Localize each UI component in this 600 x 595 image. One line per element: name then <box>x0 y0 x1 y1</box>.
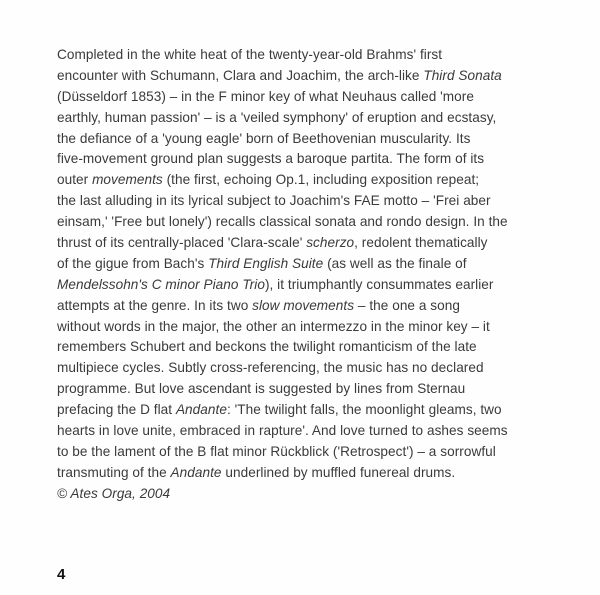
text-segment: remembers Schubert and beckons the twilight romanticism of the late <box>57 339 477 355</box>
text-line <box>57 129 557 150</box>
text-segment: without words in the major, the other an intermezzo in the minor key – it <box>57 318 490 334</box>
text-segment: the defiance of a 'young eagle' born of Beethovenian muscularity. Its <box>57 130 471 146</box>
text-segment: prefacing the D flat <box>57 402 176 418</box>
text-segment: transmuting of the <box>57 464 171 480</box>
italic-text-segment: slow movements <box>252 297 355 313</box>
text-segment: (Düsseldorf 1853) – in the F minor key of what Neuhaus called 'more <box>57 88 474 104</box>
italic-text-segment: scherzo <box>306 235 355 251</box>
text-segment: five-movement ground plan suggests a baroque partita. The form of its <box>57 151 485 167</box>
text-segment: underlined by muffled funereal drums. <box>221 464 456 480</box>
text-line <box>57 170 557 191</box>
text-segment: the last alluding in its lyrical subject to Joachim's FAE motto – 'Frei aber <box>57 193 491 209</box>
text-segment: , redolent thematically <box>354 235 488 251</box>
text-segment: einsam,' 'Free but lonely') recalls classical sonata and rondo design. In the <box>57 214 508 230</box>
text-line <box>57 212 557 233</box>
text-line <box>57 191 557 212</box>
text-line <box>57 400 557 421</box>
copyright-line <box>57 484 557 505</box>
text-line <box>57 254 557 275</box>
text-segment: (the first, echoing Op.1, including exposition repeat; <box>162 172 480 188</box>
text-segment: earthly, human passion' – is a 'veiled symphony' of eruption and ecstasy, <box>57 109 497 125</box>
text-segment: : 'The twilight falls, the moonlight gleams, two <box>226 402 502 418</box>
text-line <box>57 66 557 87</box>
text-segment: multipiece cycles. Subtly cross-referencing, the music has no declared <box>57 360 484 376</box>
text-line <box>57 233 557 254</box>
italic-text-segment: Andante <box>175 402 227 418</box>
text-line <box>57 442 557 463</box>
liner-notes-text <box>57 45 557 505</box>
text-line <box>57 463 557 484</box>
text-line <box>57 108 557 129</box>
text-line <box>57 337 557 358</box>
text-line <box>57 296 557 317</box>
text-segment: of the gigue from Bach's <box>57 255 209 271</box>
text-segment: ), it triumphantly consummates earlier <box>264 276 494 292</box>
text-segment: encounter with Schumann, Clara and Joachim, the arch-like <box>57 67 424 83</box>
text-line <box>57 379 557 400</box>
italic-text-segment: Andante <box>170 464 222 480</box>
text-line <box>57 87 557 108</box>
text-segment: attempts at the genre. In its two <box>57 297 253 313</box>
text-line <box>57 149 557 170</box>
text-segment: outer <box>57 172 93 188</box>
text-segment: thrust of its centrally-placed 'Clara-scale' <box>57 235 307 251</box>
text-segment: to be the lament of the B flat minor Rückblick ('Retrospect') – a sorrowful <box>57 443 496 459</box>
text-line <box>57 421 557 442</box>
page-number: 4 <box>57 566 66 583</box>
text-segment: – the one a song <box>354 297 460 313</box>
italic-text-segment: Third English Suite <box>208 255 324 271</box>
text-segment: programme. But love ascendant is suggested by lines from Sternau <box>57 381 466 397</box>
italic-text-segment: movements <box>92 172 163 188</box>
text-line <box>57 45 557 66</box>
text-segment: hearts in love unite, embraced in rapture'. And love turned to ashes seems <box>57 423 508 439</box>
text-segment: (as well as the finale of <box>323 255 467 271</box>
text-line <box>57 275 557 296</box>
italic-text-segment: Mendelssohn's C minor Piano Trio <box>57 276 265 292</box>
text-line <box>57 317 557 338</box>
text-line <box>57 358 557 379</box>
text-segment: Completed in the white heat of the twenty-year-old Brahms' first <box>57 47 443 62</box>
italic-text-segment: © Ates Orga, 2004 <box>57 485 171 501</box>
italic-text-segment: Third Sonata <box>423 67 502 83</box>
